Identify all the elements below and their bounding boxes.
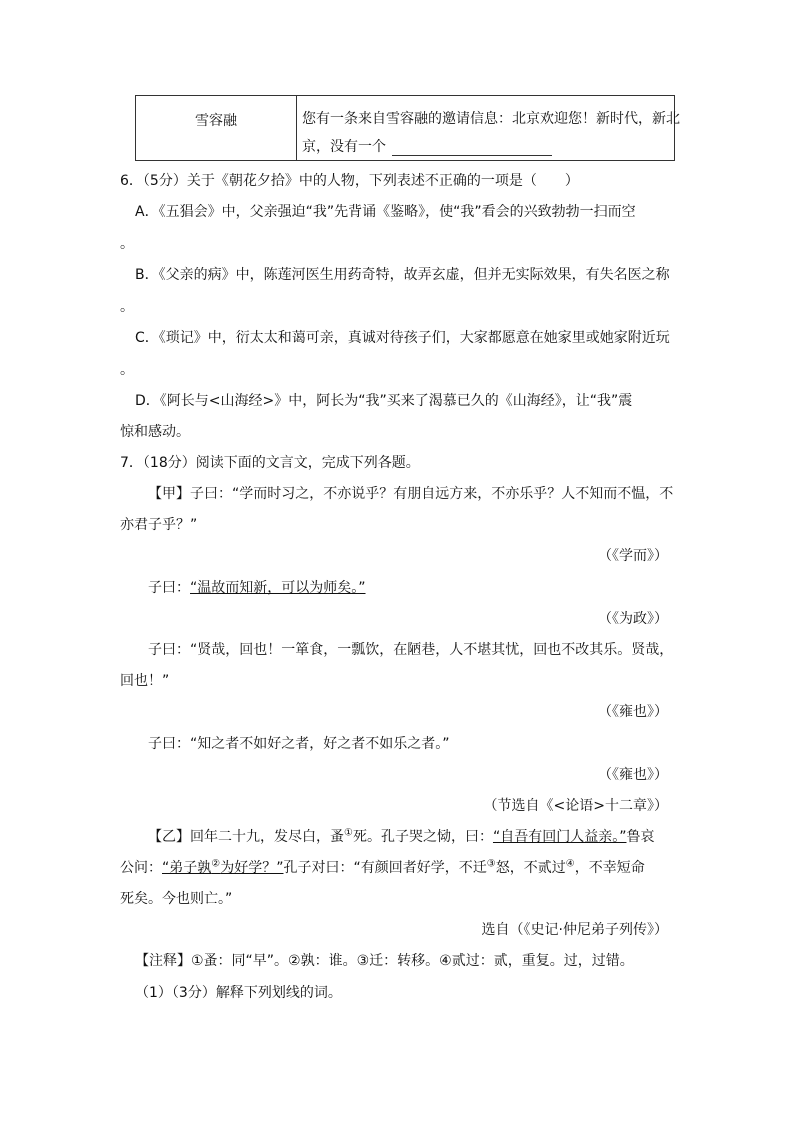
jia-passage-4: 子曰：“知之者不如好之者，好之者不如乐之者。” [148, 736, 450, 752]
yi-passage-line2: 公问：“弟子孰②为好学？”孔子对曰：“有颜回者好学，不迁③怒，不贰过④，不幸短命 [120, 858, 645, 876]
annotations: 【注释】①蚤：同“早”。②孰：谁。③迁：转移。④贰过：贰，重复。过，过错。 [135, 953, 634, 969]
q6-option-d: D．《阿长与<山海经>》中，阿长为“我”买来了渴慕已久的《山海经》，让“我”震 [135, 393, 633, 409]
q6-option-c: C．《琐记》中，衍太太和蔼可亲，真诚对待孩子们，大家都愿意在她家里或她家附近玩 [135, 330, 670, 346]
q6-option-a: A．《五猖会》中，父亲强迫“我”先背诵《鉴略》，使“我”看会的兴致勃勃一扫而空 [135, 204, 636, 220]
yi-passage-line1: 【乙】回年二十九，发尽白，蚤①死。孔子哭之恸，曰：“自吾有回门人益亲。”鲁哀 [148, 827, 655, 845]
jia-passage-line2: 亦君子乎？” [120, 517, 198, 533]
table-cell-name: 雪容融 [136, 96, 297, 160]
q6-option-a-cont: 。 [120, 236, 134, 252]
yi-passage-line3: 死矣。今也则亡。” [120, 891, 233, 907]
answer-blank [392, 141, 552, 156]
source-weizheng: （《为政》） [598, 611, 668, 627]
source-shiji: 选自（《史记·仲尼弟子列传》） [481, 922, 668, 938]
q6-option-b-cont: 。 [120, 299, 134, 315]
underlined-sentence: “弟子孰②为好学？” [162, 858, 284, 876]
source-xueer: （《学而》） [598, 548, 668, 564]
jia-passage-3-line2: 回也！” [120, 673, 170, 689]
q6-option-d-cont: 惊和感动。 [120, 424, 190, 440]
table-cell-text-line2: 京，没有一个 [302, 136, 552, 156]
q6-stem: 6．（5分）关于《朝花夕拾》中的人物，下列表述不正确的一项是（ ） [120, 173, 579, 189]
jia-passage-2: 子曰：“温故而知新，可以为师矣。” [148, 580, 366, 596]
source-lunyu: （节选自《<论语>十二章》） [483, 798, 668, 814]
q6-option-c-cont: 。 [120, 362, 134, 378]
q7-stem: 7．（18分）阅读下面的文言文，完成下列各题。 [120, 455, 420, 471]
source-yongye-1: （《雍也》） [598, 704, 668, 720]
sub-question-1: （1）（3分）解释下列划线的词。 [135, 985, 342, 1001]
table-cell-text-line1: 您有一条来自雪容融的邀请信息：北京欢迎您！新时代，新北 [302, 111, 680, 127]
q6-option-b: B．《父亲的病》中，陈莲河医生用药奇特，故弄玄虚，但并无实际效果，有失名医之称 [135, 267, 670, 283]
underlined-sentence: “自吾有回门人益亲。” [492, 829, 627, 845]
underlined-sentence: “温故而知新，可以为师矣。” [190, 580, 366, 596]
jia-passage-line1: 【甲】子曰：“学而时习之，不亦说乎？有朋自远方来，不亦乐乎？人不知而不愠，不 [148, 486, 674, 502]
jia-passage-3-line1: 子曰：“贤哉，回也！一箪食，一瓢饮，在陋巷，人不堪其忧，回也不改其乐。贤哉， [148, 642, 674, 658]
source-yongye-2: （《雍也》） [598, 767, 668, 783]
invitation-table [135, 95, 680, 161]
